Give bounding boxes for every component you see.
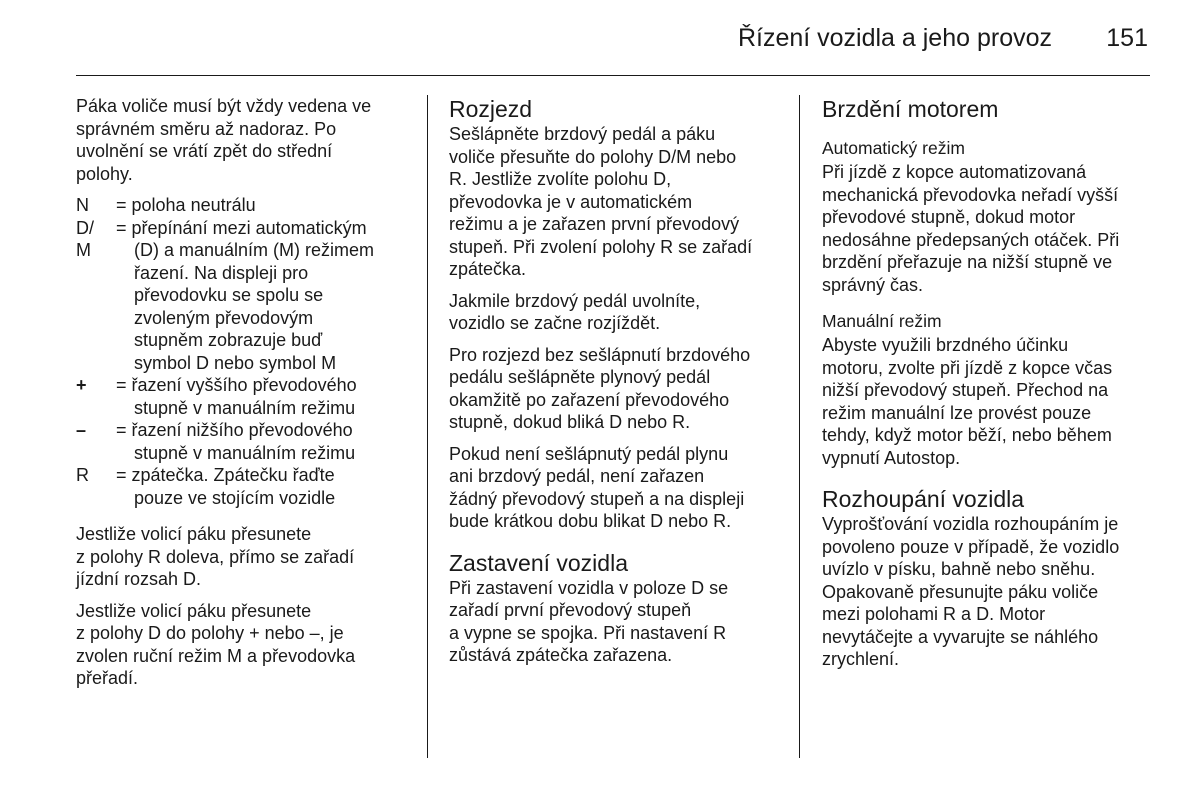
paragraph: Pro rozjezd bez sešlápnutí brzdového pedálu sešlápněte plynový pedál okamžitě po zařazení převodového stupně, dokud bliká D nebo R. (449, 344, 751, 432)
text-line: správném směru až nadoraz. Po (76, 118, 337, 139)
running-header-title: Řízení vozidla a jeho provoz (737, 24, 1052, 52)
definition-text: = přepínání mezi automatickým (D) a manuálním (M) režimem řazení. Na displeji pro převodovku se spolu se zvoleným převodovým stupněm zobrazuje buď symbol D nebo symbol M (116, 217, 375, 373)
paragraph: Vyprošťování vozidla rozhoupáním je povoleno pouze v případě, že vozidlo uvízlo v písku, bahně nebo sněhu. Opakovaně přesunujte páku voliče mezi polohami R a D. Motor nevytáčejte a vyvarujte se náhlého zrychlení. (822, 514, 1120, 669)
paragraph: Při zastavení vozidla v poloze D se zařadí první převodový stupeň a vypne se spojka. Při nastavení R zůstává zpátečka zařazena. (449, 577, 729, 665)
paragraph: Jestliže volicí páku přesunete z polohy D do polohy + nebo –, je zvolen ruční režim M a převodovka přeřadí. (76, 600, 356, 688)
column-1 (76, 95, 421, 699)
definition-text: = poloha neutrálu (116, 195, 256, 215)
definition-downshift (76, 419, 421, 464)
definition-upshift (76, 374, 421, 419)
text-line: uvolnění se vrátí zpět do střední (76, 141, 333, 161)
paragraph: Při jízdě z kopce automatizovaná mechanická převodovka neřadí vyšší převodové stupně, dokud motor nedosáhne předepsaných otáček. Při brzdění přeřazuje na nižší stupně ve správný čas. (822, 162, 1120, 295)
column-3 (822, 95, 1152, 680)
text-line: polohy. (76, 163, 133, 184)
heading-zastaveni: Zastavení vozidla (449, 549, 628, 576)
definition-auto-manual (76, 217, 421, 375)
paragraph: Sešlápněte brzdový pedál a páku voliče přesuňte do polohy D/M nebo R. Jestliže zvolíte polohu D, převodovka je v automatickém režimu a je zařazen první převodový stupeň. Při zvolení polohy R se zařadí zpátečka. (449, 124, 753, 279)
definition-text: = zpátečka. Zpátečku řaďte pouze ve stojícím vozidle (116, 465, 336, 508)
definition-text: = řazení vyššího převodového stupně v manuálním režimu (116, 375, 357, 418)
definition-reverse (76, 464, 421, 509)
paragraph: Abyste využili brzdného účinku motoru, zvolte při jízdě z kopce včas nižší převodový stupeň. Přechod na režim manuální lze provést pouze tehdy, když motor běží, nebo během vypnutí Autostop. (822, 335, 1113, 468)
definition-key: R (76, 465, 89, 485)
subheading-automaticky-rezim: Automatický režim (822, 138, 965, 158)
paragraph: Jestliže volicí páku přesunete z polohy R doleva, přímo se zařadí jízdní rozsah D. (76, 524, 355, 589)
paragraph: Pokud není sešlápnutý pedál plynu ani brzdový pedál, není zařazen žádný převodový stupeň a na displeji bude krátkou dobu blikat D nebo R. (449, 443, 745, 531)
definition-neutral (76, 194, 421, 217)
definition-text: = řazení nižšího převodového stupně v manuálním režimu (116, 420, 356, 463)
plus-icon: + (76, 375, 87, 395)
gear-position-definitions (76, 194, 421, 509)
heading-rozjezd: Rozjezd (449, 96, 533, 122)
paragraph: Jakmile brzdový pedál uvolníte, vozidlo se začne rozjíždět. (449, 290, 701, 333)
column-2 (449, 95, 789, 676)
definition-key: N (76, 195, 89, 215)
intro-paragraph (76, 95, 421, 185)
heading-rozhoupani: Rozhoupání vozidla (822, 486, 1025, 512)
subheading-manualni-rezim: Manuální režim (822, 311, 942, 331)
text-line: Páka voliče musí být vždy vedena ve (76, 96, 372, 116)
minus-icon: – (76, 420, 87, 440)
definition-key: D/ M (76, 217, 94, 260)
column-divider-2 (799, 95, 800, 758)
heading-brzdeni-motorem: Brzdění motorem (822, 96, 999, 122)
header-divider (76, 75, 1150, 76)
column-divider-1 (427, 95, 428, 758)
page-number: 151 (1106, 24, 1148, 52)
